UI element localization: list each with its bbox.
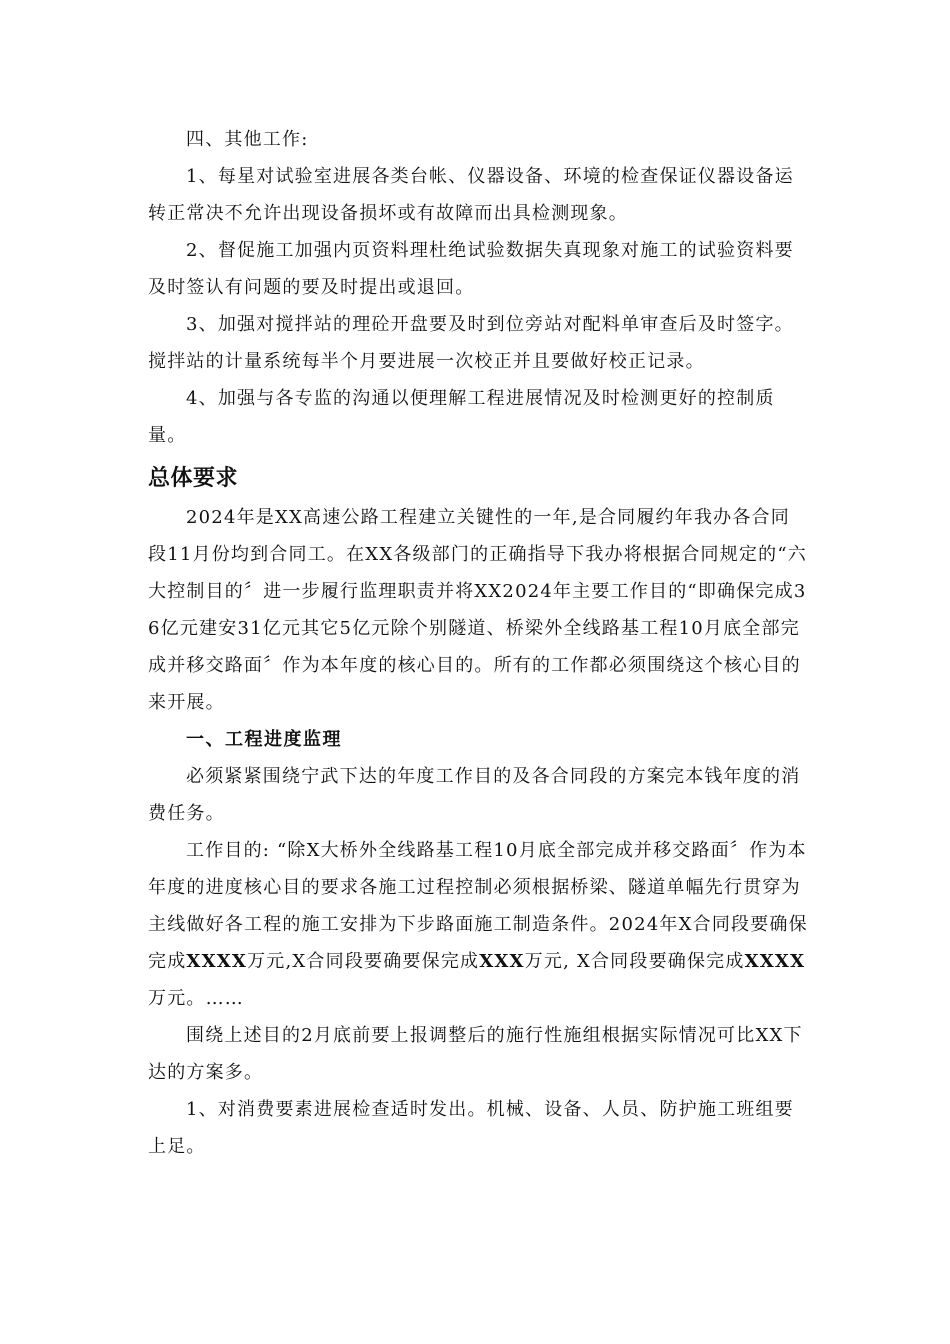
progress-paragraph-1: 必须紧紧围绕宁武下达的年度工作目的及各合同段的方案完本钱年度的消费任务。 bbox=[148, 766, 801, 824]
amount-placeholder-2: XXX bbox=[479, 951, 525, 972]
overall-requirements-heading: 总体要求 bbox=[148, 466, 239, 491]
amount-placeholder-3: XXXX bbox=[744, 951, 806, 972]
section-4-title: 四、其他工作: bbox=[186, 129, 309, 150]
section-4-item-3: 3、加强对搅拌站的理砼开盘要及时到位旁站对配料单审查后及时签字。搅拌站的计量系统每半个月要进展一次校正并且要做好校正记录。 bbox=[148, 314, 794, 372]
progress-supervision-heading: 一、工程进度监理 bbox=[186, 729, 342, 750]
progress-paragraph-2: 工作目的: “除X大桥外全线路基工程10月底全部完成并移交路面〞作为本年度的进度核心目的要求各施工过程控制必须根据桥梁、隧道单幅先行贯穿为主线做好各工程的施工安排为下步路面施工制造条件。2024年X合同段要确保完成XXXX万元,X合同段要确要保完成XXX万元, X合同段要确保完成XXXX万元。…… bbox=[148, 840, 808, 1009]
overall-intro-paragraph: 2024年是XX高速公路工程建立关键性的一年,是合同履约年我办各合同段11月份均到合同工。在XX各级部门的正确指导下我办将根据合同规定的“六大控制目的〞进一步履行监理职责并将XX2024年主要工作目的“即确保完成36亿元建安31亿元其它5亿元除个别隧道、桥梁外全线路基工程10月底全部完成并移交路面〞作为本年度的核心目的。所有的工作都必须围绕这个核心目的来开展。 bbox=[148, 507, 807, 713]
amount-placeholder-1: XXXX bbox=[186, 951, 248, 972]
section-4-item-1: 1、每星对试验室进展各类台帐、仪器设备、环境的检查保证仪器设备运转正常决不允许出现设备损坏或有故障而出具检测现象。 bbox=[148, 166, 794, 224]
progress-paragraph-3: 围绕上述目的2月底前要上报调整后的施行性施组根据实际情况可比XX下达的方案多。 bbox=[148, 1025, 803, 1083]
section-4-item-4: 4、加强与各专监的沟通以便理解工程进展情况及时检测更好的控制质量。 bbox=[148, 388, 775, 446]
progress-paragraph-4: 1、对消费要素进展检查适时发出。机械、设备、人员、防护施工班组要上足。 bbox=[148, 1099, 794, 1157]
section-4-item-2: 2、督促施工加强内页资料理杜绝试验数据失真现象对施工的试验资料要及时签认有问题的要及时提出或退回。 bbox=[148, 240, 794, 298]
